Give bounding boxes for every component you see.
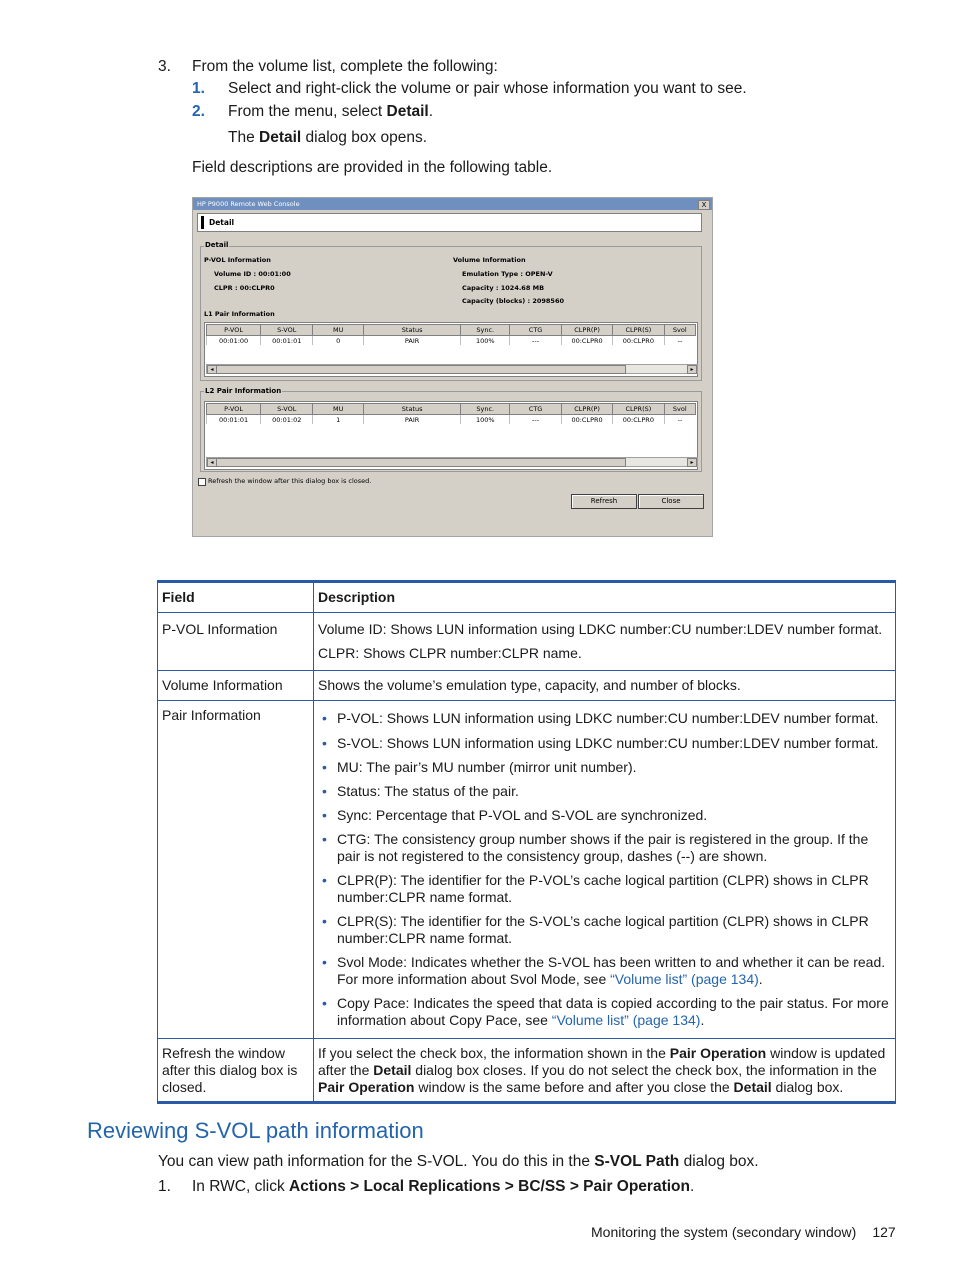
emulation-value: Emulation Type : OPEN-V <box>462 270 553 278</box>
grid-row[interactable] <box>207 415 696 425</box>
header-marker <box>201 216 204 229</box>
grid-cell: 00:CLPR0 <box>613 415 664 425</box>
header-field: Field <box>158 582 314 613</box>
section-paragraph: You can view path information for the S-VOL. You do this in the S-VOL Path dialog box. <box>158 1153 759 1170</box>
list-item: • P-VOL: Shows LUN information using LDKC number:CU number:LDEV number format. <box>337 710 891 727</box>
grid-cell: PAIR <box>363 336 460 346</box>
grid-column-header[interactable]: MU <box>313 325 364 336</box>
grid-column-header[interactable]: CLPR(P) <box>561 404 612 415</box>
section-step-1-text: In RWC, click Actions > Local Replications > BC/SS > Pair Operation. <box>192 1178 695 1195</box>
field-cell: Pair Information <box>158 701 314 1039</box>
field-description-table <box>157 580 896 1104</box>
description-line: Volume ID: Shows LUN information using LDKC number:CU number:LDEV number format. <box>318 621 883 637</box>
description-line: CLPR: Shows CLPR number:CLPR name. <box>318 645 582 661</box>
clpr-value: CLPR : 00:CLPR0 <box>214 284 275 292</box>
list-item: • Sync: Percentage that P-VOL and S-VOL are synchronized. <box>337 807 891 824</box>
list-item: • CLPR(S): The identifier for the S-VOL’s cache logical partition (CLPR) shows in CLPR number:CLPR name format. <box>337 913 891 947</box>
grid-column-header[interactable]: CTG <box>510 325 562 336</box>
l1-pair-table <box>206 324 696 345</box>
l1-horizontal-scrollbar[interactable] <box>206 364 698 374</box>
grid-column-header[interactable]: Status <box>363 404 460 415</box>
grid-row[interactable] <box>207 336 696 346</box>
field-cell: Refresh the window after this dialog box is closed. <box>158 1039 314 1103</box>
grid-cell: 00:01:01 <box>207 415 261 425</box>
volume-info-label: Volume Information <box>453 256 526 264</box>
refresh-button[interactable]: Refresh <box>571 494 637 509</box>
pair-info-list <box>318 710 891 1029</box>
grid-cell: 1 <box>313 415 364 425</box>
dialog-header <box>197 213 702 232</box>
grid-cell: --- <box>510 415 562 425</box>
table-row <box>158 701 896 1039</box>
dialog-header-label: Detail <box>209 218 235 227</box>
grid-cell: 00:01:02 <box>261 415 313 425</box>
grid-cell: 00:CLPR0 <box>561 415 612 425</box>
grid-column-header[interactable]: CTG <box>510 404 562 415</box>
grid-cell: 00:01:01 <box>261 336 313 346</box>
step-number: 3. <box>158 58 171 75</box>
detail-group-label: Detail <box>205 241 229 249</box>
list-item: • CLPR(P): The identifier for the P-VOL’s cache logical partition (CLPR) shows in CLPR number:CLPR name format. <box>337 872 891 906</box>
table-row <box>158 1039 896 1103</box>
list-item: • MU: The pair’s MU number (mirror unit number). <box>337 759 891 776</box>
grid-column-header[interactable]: Sync. <box>461 404 510 415</box>
step-3-text: From the volume list, complete the following: <box>192 58 498 75</box>
volume-list-link[interactable]: “Volume list” (page 134) <box>551 1012 701 1028</box>
page-footer <box>591 1223 896 1241</box>
substep-1-text: Select and right-click the volume or pair whose information you want to see. <box>228 80 747 97</box>
grid-cell: -- <box>664 336 695 346</box>
close-icon[interactable]: X <box>698 200 710 210</box>
grid-column-header[interactable]: Sync. <box>461 325 510 336</box>
page-number: 127 <box>872 1224 896 1240</box>
dialog-opens-text: The Detail dialog box opens. <box>228 129 428 146</box>
grid-cell: -- <box>664 415 695 425</box>
description-cell <box>314 613 896 671</box>
volume-list-link[interactable]: “Volume list” (page 134) <box>610 971 759 987</box>
list-item: • Svol Mode: Indicates whether the S-VOL has been written to and whether it can be read. For more information about Svol Mode, see “Volume list” (page 134). <box>337 954 891 988</box>
section-heading: Reviewing S-VOL path information <box>87 1118 424 1143</box>
table-row <box>158 613 896 671</box>
grid-column-header[interactable]: Svol <box>664 404 695 415</box>
step-3 <box>158 57 171 77</box>
scrollbar-thumb[interactable] <box>216 365 626 374</box>
capacity-blocks-value: Capacity (blocks) : 2098560 <box>462 297 565 305</box>
dialog-titlebar: HP P9000 Remote Web Console <box>193 198 712 210</box>
grid-column-header[interactable]: CLPR(S) <box>613 325 664 336</box>
l2-horizontal-scrollbar[interactable] <box>206 457 698 467</box>
scrollbar-thumb[interactable] <box>216 458 626 467</box>
grid-cell: 0 <box>313 336 364 346</box>
field-description-intro: Field descriptions are provided in the following table. <box>192 159 553 176</box>
description-cell <box>314 701 896 1039</box>
detail-dialog-screenshot <box>192 197 713 537</box>
list-item: • Copy Pace: Indicates the speed that data is copied according to the pair status. For more information about Copy Pace, see “Volume list” (page 134). <box>337 995 891 1029</box>
grid-cell: 100% <box>461 336 510 346</box>
grid-column-header[interactable]: CLPR(P) <box>561 325 612 336</box>
scroll-left-icon[interactable]: ◂ <box>207 458 217 467</box>
header-description: Description <box>314 582 896 613</box>
table-row <box>158 671 896 701</box>
scroll-left-icon[interactable]: ◂ <box>207 365 217 374</box>
volume-id-value: Volume ID : 00:01:00 <box>214 270 291 278</box>
list-item: • CTG: The consistency group number shows if the pair is registered in the group. If the pair is not registered to the consistency group, dashes (--) are shown. <box>337 831 891 865</box>
section-step-1-number: 1. <box>158 1178 171 1195</box>
grid-cell: 00:CLPR0 <box>613 336 664 346</box>
description-cell: If you select the check box, the information shown in the Pair Operation window is updated after the Detail dialog box closes. If you do not select the check box, the information in the Pair Operation window is the same before and after you close the Detail dialog box. <box>314 1039 896 1103</box>
scroll-right-icon[interactable]: ▸ <box>687 458 697 467</box>
substep-2-text: From the menu, select Detail. <box>228 103 434 120</box>
list-item: • S-VOL: Shows LUN information using LDKC number:CU number:LDEV number format. <box>337 735 891 752</box>
pvol-info-label: P-VOL Information <box>204 256 271 264</box>
grid-cell: 00:CLPR0 <box>561 336 612 346</box>
grid-column-header[interactable]: CLPR(S) <box>613 404 664 415</box>
grid-cell: 00:01:00 <box>207 336 261 346</box>
grid-column-header[interactable]: Status <box>363 325 460 336</box>
l2-pair-label: L2 Pair Information <box>205 387 282 395</box>
list-item: • Status: The status of the pair. <box>337 783 891 800</box>
description-cell: Shows the volume’s emulation type, capacity, and number of blocks. <box>314 671 896 701</box>
refresh-checkbox[interactable] <box>198 478 206 486</box>
table-header-row <box>158 582 896 613</box>
grid-cell: 100% <box>461 415 510 425</box>
close-button[interactable]: Close <box>638 494 704 509</box>
scroll-right-icon[interactable]: ▸ <box>687 365 697 374</box>
footer-text: Monitoring the system (secondary window) <box>591 1224 857 1240</box>
capacity-value: Capacity : 1024.68 MB <box>462 284 545 292</box>
grid-cell: PAIR <box>363 415 460 425</box>
grid-column-header[interactable]: P-VOL <box>207 325 261 336</box>
grid-column-header[interactable]: Svol <box>664 325 695 336</box>
refresh-checkbox-label: Refresh the window after this dialog box is closed. <box>208 477 372 485</box>
grid-cell: --- <box>510 336 562 346</box>
l2-pair-table <box>206 403 696 424</box>
grid-column-header[interactable]: P-VOL <box>207 404 261 415</box>
grid-column-header[interactable]: S-VOL <box>261 325 313 336</box>
grid-column-header[interactable]: S-VOL <box>261 404 313 415</box>
grid-column-header[interactable]: MU <box>313 404 364 415</box>
l1-pair-label: L1 Pair Information <box>204 310 275 318</box>
field-cell: P-VOL Information <box>158 613 314 671</box>
field-cell: Volume Information <box>158 671 314 701</box>
substep-1-number: 1. <box>192 80 205 97</box>
substep-2-number: 2. <box>192 103 205 120</box>
